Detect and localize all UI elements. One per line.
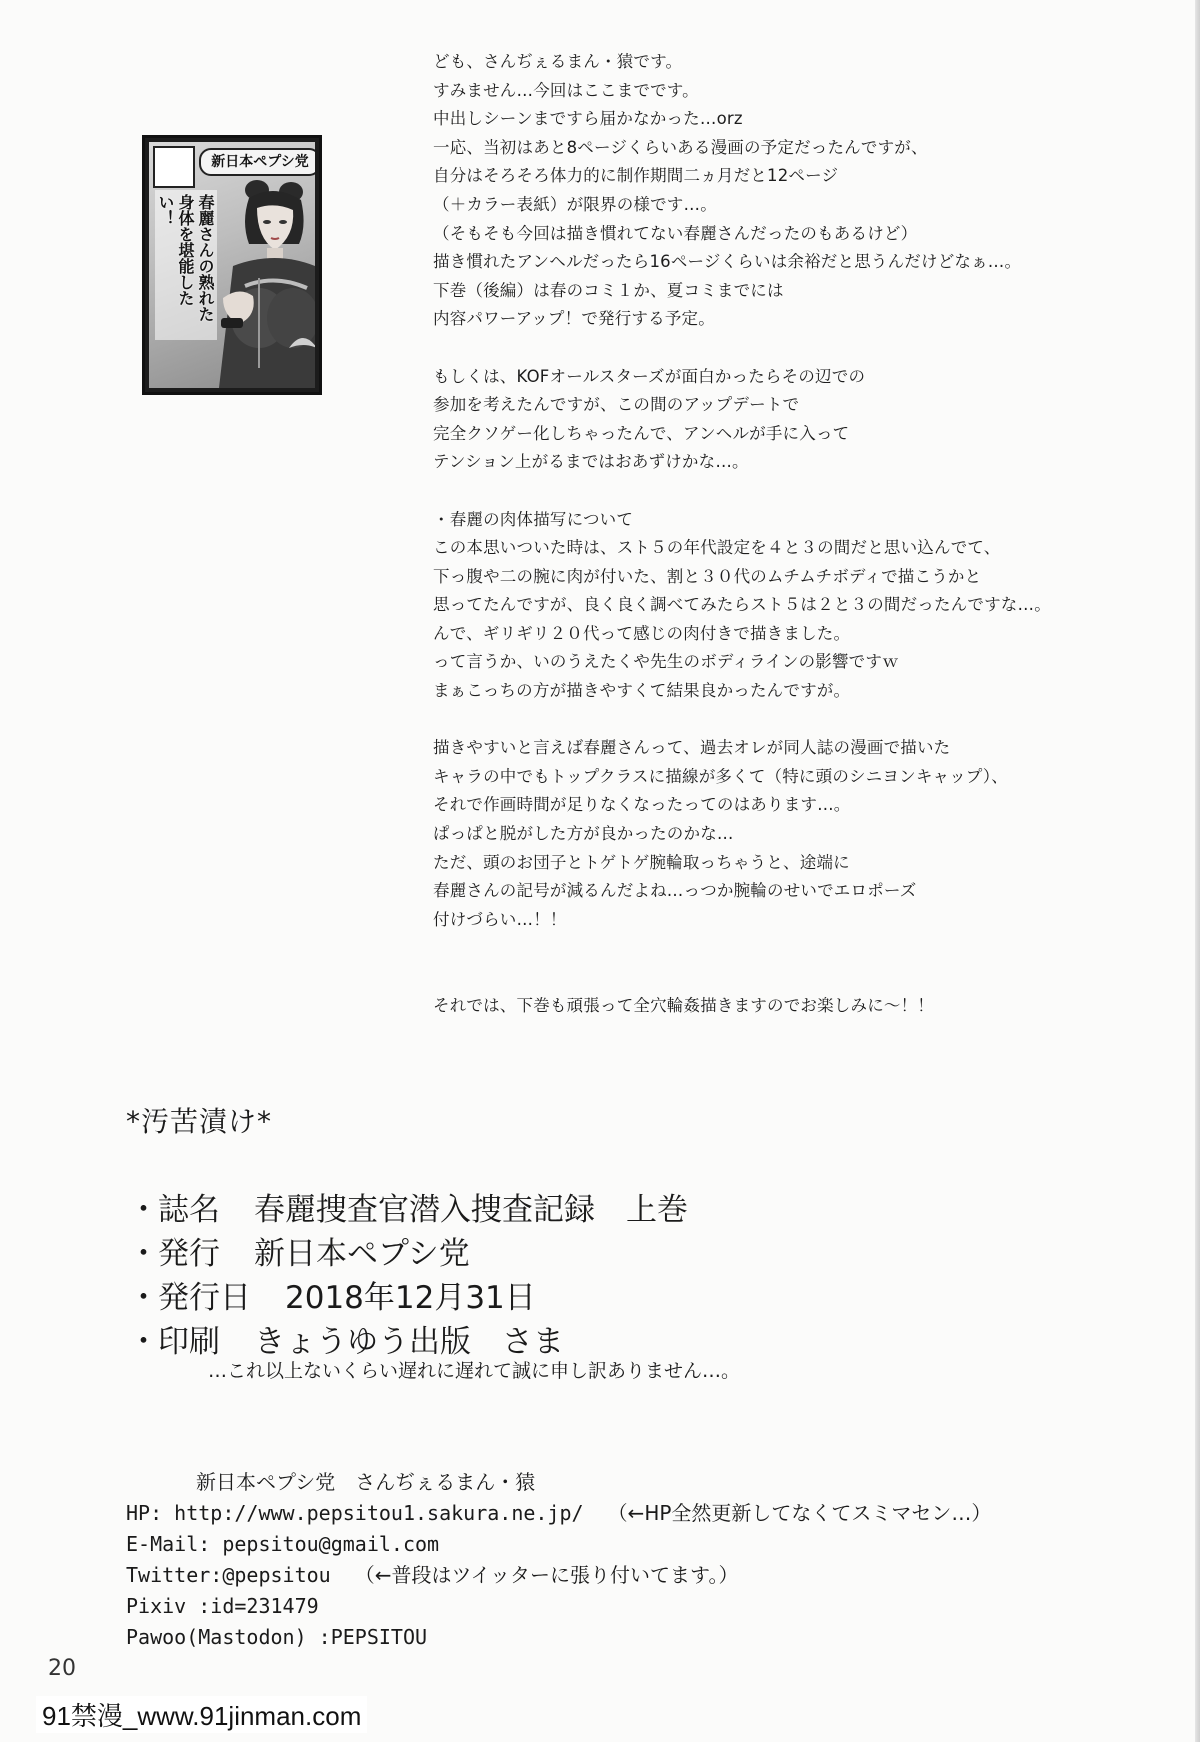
afterword-line: 自分はそろそろ体力的に制作期間二ヵ月だと12ページ bbox=[433, 166, 839, 186]
colophon-row-date bbox=[128, 1272, 1028, 1316]
afterword-text bbox=[433, 48, 1153, 1020]
afterword-line: 描き慣れたアンヘルだったら16ページくらいは余裕だと思うんだけどなぁ…。 bbox=[433, 252, 1022, 272]
paragraph-gap bbox=[433, 706, 1153, 735]
afterword-line: 参加を考えたんですが、この間のアップデートで bbox=[433, 395, 800, 415]
paragraph-gap bbox=[433, 934, 1153, 963]
cover-circle-title: 新日本ペプシ党 bbox=[199, 148, 315, 176]
paragraph-gap bbox=[433, 334, 1153, 363]
twitter-note: （←普段はツイッターに張り付いてます。） bbox=[354, 1563, 739, 1587]
colophon-label: 印刷 bbox=[158, 1324, 220, 1360]
afterword-line: ただ、頭のお団子とトゲトゲ腕輪取っちゃうと、途端に bbox=[433, 852, 850, 872]
cover-art bbox=[149, 142, 315, 388]
contact-twitter bbox=[126, 1560, 991, 1591]
afterword-line: テンション上がるまではおあずけかな…。 bbox=[433, 452, 749, 472]
afterword-line: ぱっぱと脱がした方が良かったのかな… bbox=[433, 824, 734, 844]
afterword-line: んで、ギリギリ２０代って感じの肉付きで描きました。 bbox=[433, 623, 851, 643]
afterword-line: 中出しシーンまですら届かなかった…orz bbox=[433, 109, 743, 129]
twitter-handle: Twitter:@pepsitou bbox=[126, 1563, 331, 1587]
site-watermark: 91禁漫_www.91jinman.com bbox=[36, 1696, 367, 1733]
contact-pixiv bbox=[126, 1591, 991, 1622]
colophon-row-title bbox=[128, 1184, 1028, 1228]
bullet: ・ bbox=[128, 1324, 159, 1360]
afterword-line: それでは、下巻も頑張って全穴輪姦描きますのでお楽しみに～！！ bbox=[433, 995, 934, 1015]
contact-email bbox=[126, 1529, 991, 1560]
circle-name-heading: *汚苦漬け* bbox=[126, 1105, 273, 1138]
colophon-row-publisher bbox=[128, 1228, 1028, 1272]
afterword-line: ・春麗の肉体描写について bbox=[433, 509, 634, 529]
afterword-line: 思ってたんですが、良く良く調べてみたらスト５は２と３の間だったんですな…。 bbox=[433, 595, 1051, 615]
afterword-line: 完全クソゲー化しちゃったんで、アンヘルが手に入って bbox=[433, 423, 850, 443]
author-credit: 新日本ペプシ党 さんぢぇるまん・猿 bbox=[196, 1470, 536, 1494]
contact-pawoo bbox=[126, 1622, 991, 1653]
colophon-value: きょうゆう出版 さま bbox=[254, 1324, 564, 1360]
afterword-line: （＋カラー表紙）が限界の様です…。 bbox=[433, 194, 717, 214]
email-address: E-Mail: pepsitou@gmail.com bbox=[126, 1532, 440, 1556]
pawoo-handle: Pawoo(Mastodon) :PEPSITOU bbox=[126, 1625, 428, 1649]
afterword-line: この本思いついた時は、スト５の年代設定を４と３の間だと思い込んでて、 bbox=[433, 538, 1001, 558]
afterword-line: （そもそも今回は描き慣れてない春麗さんだったのもあるけど） bbox=[433, 223, 918, 243]
apology-note: …これ以上ないくらい遅れに遅れて誠に申し訳ありません…。 bbox=[208, 1360, 741, 1382]
colophon-value: 新日本ペプシ党 bbox=[254, 1236, 470, 1272]
afterword-line: 一応、当初はあと8ページくらいある漫画の予定だったんですが、 bbox=[433, 137, 928, 157]
colophon-label: 発行日 bbox=[158, 1280, 251, 1316]
afterword-line: 下巻（後編）は春のコミ１か、夏コミまでには bbox=[433, 280, 784, 300]
contact-info bbox=[126, 1466, 991, 1653]
afterword-line: 春麗さんの記号が減るんだよね…っつか腕輪のせいでエロポーズ bbox=[433, 881, 917, 901]
afterword-line: すみません…今回はここまでです。 bbox=[433, 80, 699, 100]
afterword-line: って言うか、いのうえたくや先生のボディラインの影響ですｗ bbox=[433, 652, 899, 672]
pixiv-id: Pixiv :id=231479 bbox=[126, 1594, 319, 1618]
afterword-line: キャラの中でもトップクラスに描線が多くて（特に頭のシニヨンキャップ）、 bbox=[433, 766, 1008, 786]
afterword-line: 付けづらい…！！ bbox=[433, 909, 567, 929]
homepage-note: （←HP全然更新してなくてスミマセン…） bbox=[607, 1501, 992, 1525]
colophon bbox=[128, 1184, 1028, 1383]
bullet: ・ bbox=[128, 1236, 159, 1272]
bullet: ・ bbox=[128, 1280, 159, 1316]
colophon-value: 春麗捜査官潜入捜査記録 上巻 bbox=[254, 1192, 688, 1228]
afterword-line: 描きやすいと言えば春麗さんって、過去オレが同人誌の漫画で描いた bbox=[433, 738, 951, 758]
page-number: 20 bbox=[48, 1656, 76, 1681]
afterword-line: まぁこっちの方が描きやすくて結果良かったんですが。 bbox=[433, 681, 851, 701]
paragraph-gap bbox=[433, 963, 1153, 992]
colophon-label: 誌名 bbox=[158, 1192, 220, 1228]
cover-corner-box bbox=[153, 146, 195, 188]
cover-vertical-title: 春麗さんの熟れた身体を堪能したい！ bbox=[155, 190, 217, 340]
afterword-line: もしくは、KOFオールスターズが面白かったらその辺での bbox=[433, 366, 866, 386]
cover-thumbnail bbox=[142, 135, 322, 395]
afterword-line: 下っ腹や二の腕に肉が付いた、割と３０代のムチムチボディで描こうかと bbox=[433, 566, 982, 586]
afterword-line: 内容パワーアップ！で発行する予定。 bbox=[433, 309, 715, 329]
bullet: ・ bbox=[128, 1192, 159, 1228]
homepage-link: HP: http://www.pepsitou1.sakura.ne.jp/ bbox=[126, 1501, 584, 1525]
cover-figure-illustration bbox=[219, 178, 315, 388]
colophon-value: 2018年12月31日 bbox=[285, 1280, 536, 1316]
contact-homepage bbox=[126, 1498, 991, 1529]
paragraph-gap bbox=[433, 477, 1153, 506]
colophon-label: 発行 bbox=[158, 1236, 220, 1272]
afterword-line: それで作画時間が足りなくなったってのはあります…。 bbox=[433, 795, 851, 815]
colophon-row-printer bbox=[128, 1316, 1028, 1360]
page-edge bbox=[1195, 0, 1200, 1742]
afterword-line: ども、さんぢぇるまん・猿です。 bbox=[433, 52, 683, 71]
